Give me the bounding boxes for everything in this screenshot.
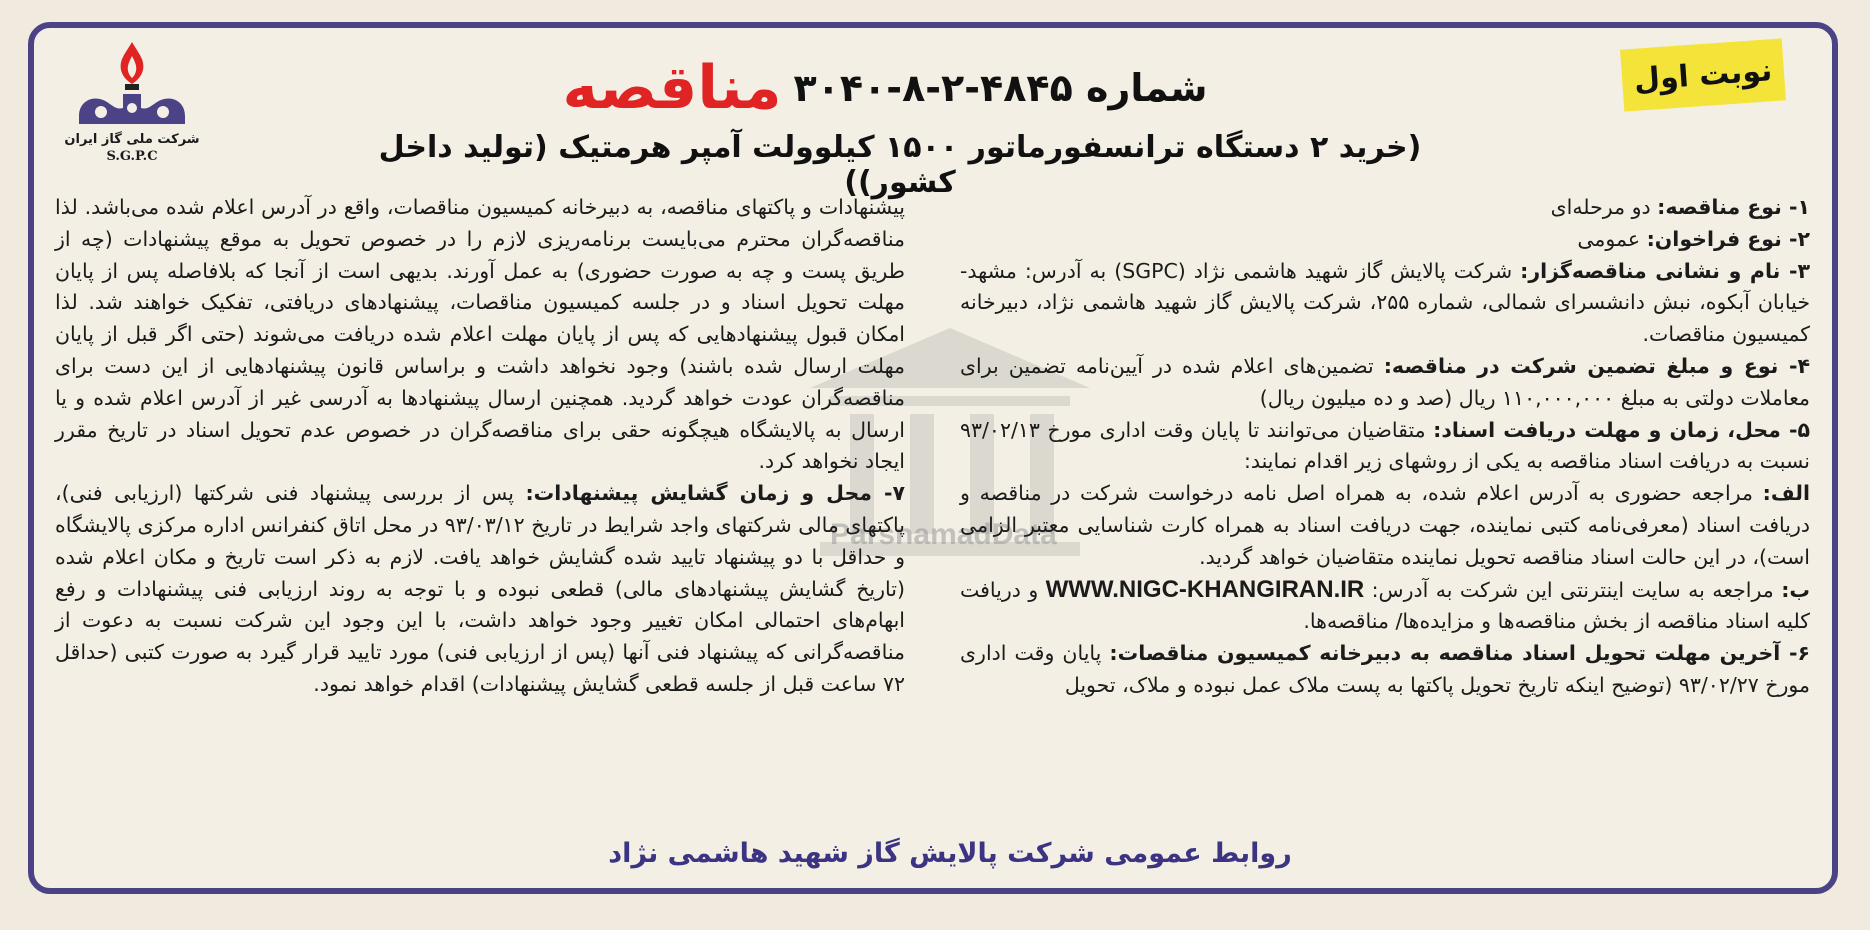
public-relations-footer: روابط عمومی شرکت پالایش گاز شهید هاشمی نژاد xyxy=(608,838,1292,869)
item-guarantee: ۴- نوع و مبلغ تضمین شرکت در مناقصه: تضمین‌های اعلام شده در آیین‌نامه تضمین برای معاملات دولتی به مبلغ ۱۱۰,۰۰۰,۰۰۰ ریال (صد و ده میلیون ریال) xyxy=(960,353,1810,410)
item-opening: ۷- محل و زمان گشایش پیشنهادات: پس از بررسی پیشنهاد فنی شرکتها (ارزیابی فنی)، پاکتهای مالی شرکتهای واجد شرایط در تاریخ ۹۳/۰۳/۱۲ در محل اتاق کنفرانس اداره مرکزی پالایشگاه و حداقل با دو پیشنهاد تایید شده گشایش خواهد یافت. لازم به ذکر است تاریخ و مکان اعلام شده (تاریخ گشایش پیشنهادهای مالی) قطعی نبوده و با توجه به روند ارزیابی فنی پیشنهادات و رفع ابهام‌های احتمالی امکان تغییر وجود خواهد داشت، با این وجود این شرکت نسبت به دعوت از مناقصه‌گرانی که پیشنهاد فنی آنها (پس از ارزیابی فنی) مورد تایید قرار گیرد به صورت کتبی (حداقل ۷۲ ساعت قبل از جلسه قطعی گشایش پیشنهادات) اقدام خواهد نمود. xyxy=(55,481,905,696)
item-document-receipt: ۵- محل، زمان و مهلت دریافت اسناد: متقاضیان می‌توانند تا پایان وقت اداری مورخ ۹۳/۰۲/۱۳ نسبت به دریافت اسناد مناقصه به یکی از روشهای زیر اقدام نمایند: xyxy=(960,417,1810,474)
website-link[interactable]: WWW.NIGC-KHANGIRAN.IR xyxy=(1045,575,1365,603)
gas-flame-logo-icon xyxy=(67,38,197,130)
item-method-b: ب: مراجعه به سایت اینترنتی این شرکت به آدرس: WWW.NIGC-KHANGIRAN.IR و دریافت کلیه اسناد مناقصه از بخش مناقصه‌ها و مزایده‌ها/ مناقصه‌ها. xyxy=(960,575,1810,634)
left-column xyxy=(55,192,905,701)
watermark-text: ParsnamadData xyxy=(830,518,1057,551)
company-logo xyxy=(52,38,212,188)
tender-subtitle: (خرید ۲ دستگاه ترانسفورماتور ۱۵۰۰ کیلوولت آمپر هرمتیک (تولید داخل کشور)) xyxy=(378,130,1422,200)
first-round-badge: نوبت اول xyxy=(1620,38,1786,111)
company-name-label: شرکت ملی گاز ایران xyxy=(64,132,200,147)
company-abbreviation: S.G.P.C xyxy=(106,149,158,164)
tender-title-word: مناقصه xyxy=(562,53,782,123)
tender-number: شماره ۴۸۴۵-۲-۸-۳۰۴۰ xyxy=(793,66,1208,110)
item-method-a: الف: مراجعه حضوری به آدرس اعلام شده، به همراه اصل نامه درخواست شرکت در مناقصه و دریافت اسناد (معرفی‌نامه کتبی نماینده، جهت دریافت اسناد به همراه کارت شناسایی معتبر الزامی است)، در این حالت اسناد مناقصه تحویل نماینده متقاضیان خواهد گردید. xyxy=(960,481,1810,569)
item-call-type: ۲- نوع فراخوان: عمومی xyxy=(1577,226,1810,251)
item-tenderer-address: ۳- نام و نشانی مناقصه‌گزار: شرکت پالایش گاز شهید هاشمی نژاد (SGPC) به آدرس: مشهد- خیابان آبکوه، نبش دانشسرای شمالی، شماره ۲۵۵، شرکت پالایش گاز شهید هاشمی نژاد، دبیرخانه کمیسیون مناقصات. xyxy=(960,258,1810,347)
item-delivery-deadline: ۶- آخرین مهلت تحویل اسناد مناقصه به دبیرخانه کمیسیون مناقصات: پایان وقت اداری مورخ ۹۳/۰۲/۲۷ (توضیح اینکه تاریخ تحویل پاکتها به پست ملاک عمل نبوده و ملاک، تحویل xyxy=(960,641,1810,697)
item-delivery-continued: پیشنهادات و پاکتهای مناقصه، به دبیرخانه کمیسیون مناقصات، واقع در آدرس اعلام شده می‌باشد. لذا مناقصه‌گران محترم می‌بایست برنامه‌ریزی لازم را در خصوص تحویل به موقع پیشنهادات (چه از طریق پست و چه به صورت حضوری) به عمل آورند. بدیهی است از آنجا که بلافاصله پس از پایان مهلت تحویل اسناد و در جلسه کمیسیون مناقصات، پیشنهادهای دریافتی، تفکیک خواهند شد. لذا امکان قبول پیشنهادهایی که پس از پایان مهلت اعلام شده دریافت می‌شوند (حتی اگر قبل از پایان مهلت ارسال شده باشند) وجود نخواهد داشت و براساس قانون پیشنهادهایی از این دست برای مناقصه‌گران عودت خواهد گردید. همچنین ارسال پیشنهادها به آدرسی غیر از آدرس اعلام شده و یا ارسال به پالایشگاه هیچگونه حقی برای مناقصه‌گران در خصوص عدم تحویل اسناد در تاریخ مقرر ایجاد نخواهد کرد. xyxy=(55,195,905,474)
item-tender-type: ۱- نوع مناقصه: دو مرحله‌ای xyxy=(1550,195,1810,219)
right-column xyxy=(960,192,1810,702)
notice-title xyxy=(380,48,1390,128)
